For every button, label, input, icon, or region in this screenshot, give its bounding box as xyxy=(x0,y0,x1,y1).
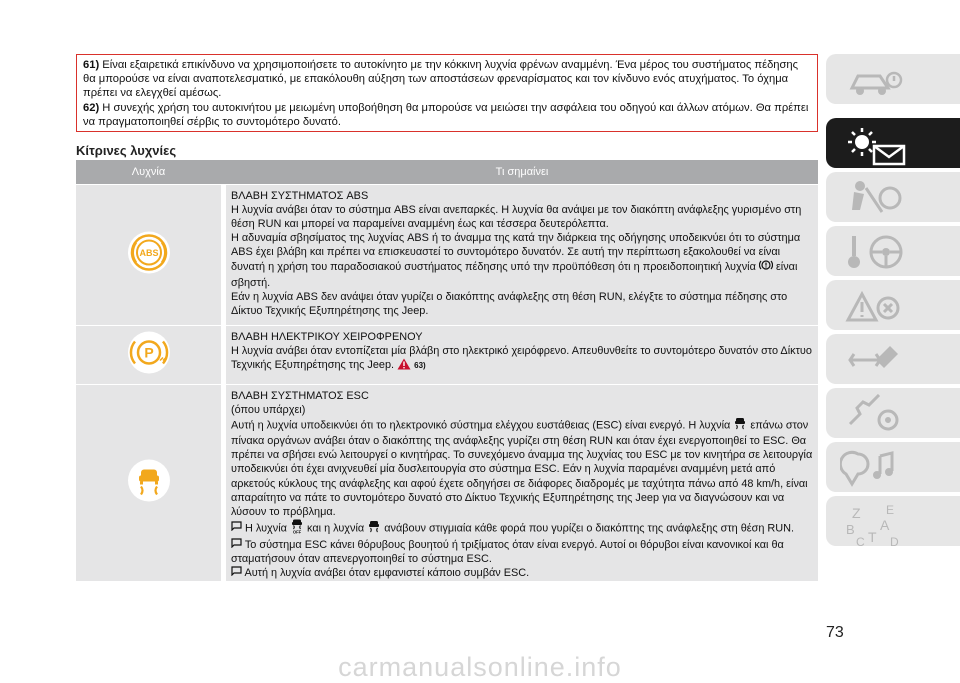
multimedia-icon xyxy=(840,448,910,488)
starting-driving-icon xyxy=(840,232,910,272)
emergency-icon xyxy=(840,286,910,326)
lamp-cell xyxy=(76,326,221,384)
note-61 xyxy=(83,58,811,101)
note-number: 61) xyxy=(83,59,100,71)
index-letter: B xyxy=(846,522,855,537)
note-bullet xyxy=(231,519,814,538)
description: Η λυχνία ανάβει όταν το σύστημα ABS είναι ανεπαρκές. Η λυχνία θα ανάψει με τον διακόπτη ανάφλεξης γυρισμένο στη θέση RUN και μπορεί να παραμείνει αναμμένη έως και τέσσερα δευτερόλεπτα. xyxy=(231,204,802,231)
off-label: OFF xyxy=(292,529,302,534)
index-letter: A xyxy=(880,517,890,533)
index-icon xyxy=(840,502,920,548)
table-header xyxy=(76,160,818,184)
esc-inline-icon xyxy=(733,417,747,434)
description xyxy=(231,231,814,289)
index-letter: D xyxy=(890,535,899,548)
tab-car-info[interactable] xyxy=(826,54,960,104)
description-text: Η αδυναμία σβησίματος της λυχνίας ABS ή το άναμμα της κατά την διάρκεια της οδήγησης υποδεικνύει ότι το σύστημα ABS έχει βλάβη και πρέπει να επισκευαστεί το συντομότερο δυνατόν. Σε αυτή την περίπτωση εξακολουθεί να είναι δυνατή η χρήση του παραδοσιακού συστήματος πέδησης υπό την προϋπόθεση ότι η προειδοποιητική λυχνία xyxy=(231,232,801,274)
technical-data-icon xyxy=(840,394,910,434)
watermark: carmanualsonline.info xyxy=(338,652,622,682)
description-text: ανάβουν στιγμιαία κάθε φορά που γυρίζει ο διακόπτης της ανάφλεξης στη θέση RUN. xyxy=(384,522,795,535)
description-text: Το σύστημα ESC κάνει θόρυβους βουητού ή τριξίματος όταν είναι ενεργό. Αυτοί οι θόρυβοι είναι κανονικοί και θα σταματήσουν όταν απενεργοποιηθεί το σύστημα ESC. xyxy=(231,538,784,566)
warning-triangle-icon xyxy=(397,358,411,374)
note-icon xyxy=(231,538,242,552)
meaning-cell xyxy=(226,326,818,384)
fault-title: ΒΛΑΒΗ ΣΥΣΤΗΜΑΤΟΣ ABS xyxy=(231,190,369,202)
table-row-park-brake xyxy=(76,326,818,384)
table-row-abs xyxy=(76,185,818,325)
note-62 xyxy=(83,101,811,129)
section-title: Κίτρινες λυχνίες xyxy=(76,143,177,158)
tab-technical-data[interactable] xyxy=(826,388,960,438)
index-letter: C xyxy=(856,535,865,548)
description-text: επάνω στον πίνακα οργάνων ανάβει όταν ο διακόπτης της ανάφλεξης γυρίζει στη θέση RUN και όταν έχει ενεργοποιηθεί το ESC. Θα πρέπει να σβήσει ενώ λειτουργεί ο κινητήρας. Το συνεχόμενο άναμμα της λυχνίας του ESC με τον κινητήρα σε λειτουργία υποδεικνύει ότι έχει ανιχνευθεί μία δυσλειτουργία στο σύστημα ESC. Εάν η λυχνία παραμένει αναμμένη μετά από αρκετούς κύκλους της ανάφλεξης και αφού έχετε οδηγήσει σε διάφορες διαδρομές με ταχύτητα πάνω από 48 km/h, είναι απαραίτητο να πάτε το συντομότερο δυνατό στο Δίκτυο Τεχνικής Εξυπηρέτησης της Jeep για να διαγνώσουν και να λύσουν το πρόβλημα. xyxy=(231,419,813,518)
lamp-cell xyxy=(76,385,221,581)
column-header-meaning: Τι σημαίνει xyxy=(495,166,549,178)
description-text: και η λυχνία xyxy=(307,522,365,535)
fault-title: ΒΛΑΒΗ ΣΥΣΤΗΜΑΤΟΣ ESC xyxy=(231,390,369,402)
description-text: Η λυχνία ανάβει όταν εντοπίζεται μία βλάβη στο ηλεκτρικό χειρόφρενο. Απευθυνθείτε το συντομότερο δυνατόν στο Δίκτυο Τεχνικής Εξυπηρέτησης της Jeep. xyxy=(231,345,812,372)
abs-warning-icon xyxy=(127,231,171,280)
esc-inline-icon xyxy=(367,520,381,537)
index-letter: E xyxy=(886,503,895,517)
meaning-cell xyxy=(226,185,818,325)
brake-warning-icon xyxy=(759,259,773,275)
warning-lights-icon xyxy=(840,124,920,168)
note-bullet xyxy=(231,538,814,566)
page-number: 73 xyxy=(826,624,844,641)
note-number: 62) xyxy=(83,101,100,114)
tab-starting-driving[interactable] xyxy=(826,226,960,276)
electric-park-brake-icon xyxy=(127,331,171,380)
tab-emergency[interactable] xyxy=(826,280,960,330)
tab-maintenance[interactable] xyxy=(826,334,960,384)
description-text: είναι σβηστή. xyxy=(231,261,798,289)
description xyxy=(231,344,814,374)
tab-warning-lights[interactable] xyxy=(826,118,960,168)
meaning-cell xyxy=(226,385,818,581)
note-text: Είναι εξαιρετικά επικίνδυνο να χρησιμοποιήσετε το αυτοκίνητο με την κόκκινη λυχνία φρένων αναμμένη. Ένα μέρος του συστήματος πέδησης θα μπορούσε να είναι αναποτελεσματικό, με επακόλουθη αύξηση των αποστάσεων φρεναρίσματος και τον κίνδυνο ενός ατυχήματος. Το όχημα πρέπει να ελεγχθεί αμέσως. xyxy=(83,59,799,100)
svg-text:ABS: ABS xyxy=(138,248,159,258)
description: Εάν η λυχνία ABS δεν ανάψει όταν γυρίζει ο διακόπτης ανάφλεξης στη θέση RUN, ελέγξτε το σύστημα πέδησης στο Δίκτυο Τεχνικής Εξυπηρέτησης της Jeep. xyxy=(231,290,788,317)
note-icon xyxy=(231,521,242,535)
fault-subtitle: (όπου υπάρχει) xyxy=(231,404,306,417)
fault-title: ΒΛΑΒΗ ΗΛΕΚΤΡΙΚΟΥ ΧΕΙΡΟΦΡΕΝΟΥ xyxy=(231,331,423,343)
warning-notes-box xyxy=(76,54,818,132)
esc-skid-icon xyxy=(127,459,171,508)
safety-airbag-icon xyxy=(840,178,910,218)
car-info-icon xyxy=(840,60,910,100)
tab-safety[interactable] xyxy=(826,172,960,222)
table-row-esc xyxy=(76,385,818,581)
note-bullet xyxy=(231,566,814,580)
description-text: Η λυχνία xyxy=(245,522,287,535)
index-letter: Z xyxy=(852,505,861,521)
description xyxy=(231,417,814,519)
maintenance-icon xyxy=(840,340,910,380)
esc-off-icon xyxy=(290,519,304,538)
note-reference: 63) xyxy=(414,361,426,371)
description-text: Αυτή η λυχνία υποδεικνύει ότι το ηλεκτρονικό σύστημα ελέγχου ευστάθειας (ESC) είναι ενεργό. Η λυχνία xyxy=(231,419,731,432)
note-icon xyxy=(231,566,242,580)
lamp-cell xyxy=(76,185,221,325)
svg-text:P: P xyxy=(143,344,154,361)
index-letter: T xyxy=(868,529,877,545)
note-text: Η συνεχής χρήση του αυτοκινήτου με μειωμένη υποβοήθηση θα μπορούσε να μειώσει την ασφάλεια του οδηγού και άλλων ατόμων. Θα πρέπει να πραγματοποιηθεί σέρβις το συντομότερο δυνατό. xyxy=(83,101,809,128)
tab-index[interactable] xyxy=(826,496,960,546)
description-text: Αυτή η λυχνία ανάβει όταν εμφανιστεί κάποιο συμβάν ESC. xyxy=(244,567,530,580)
column-header-lamp: Λυχνία xyxy=(131,166,166,178)
tab-multimedia[interactable] xyxy=(826,442,960,492)
